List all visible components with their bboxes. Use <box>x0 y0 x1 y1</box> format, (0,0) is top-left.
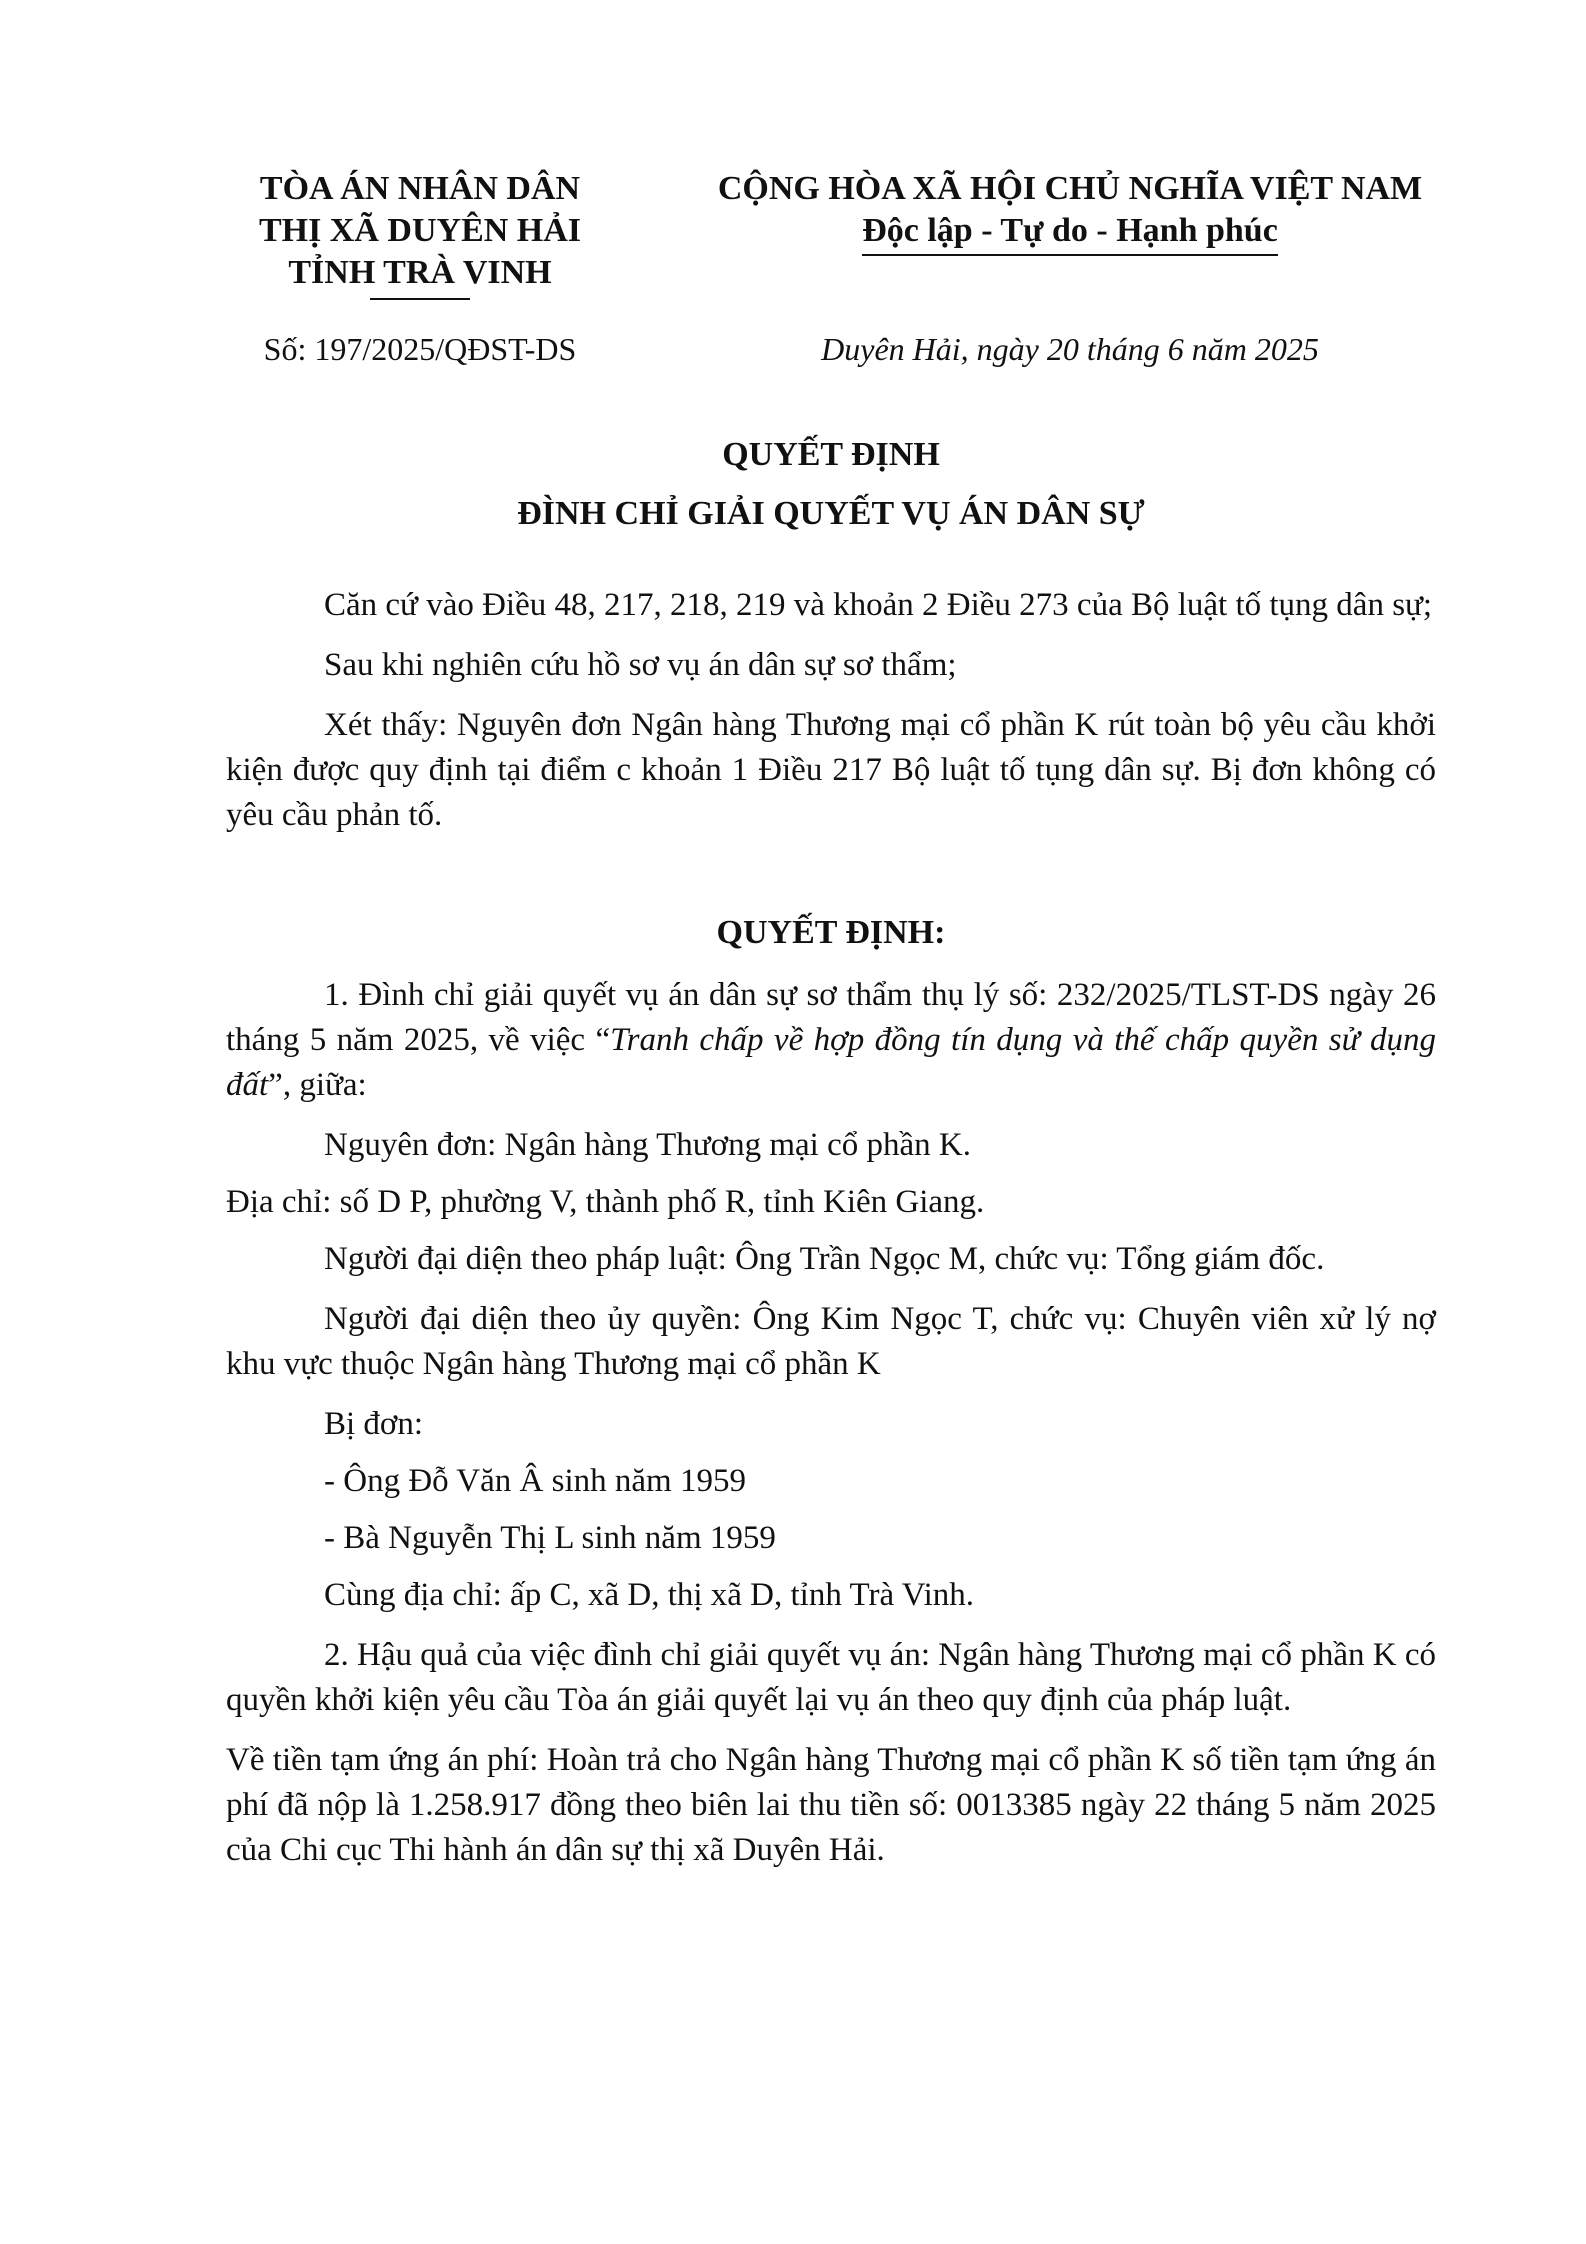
item1-suffix: ”, giữa: <box>268 1067 367 1103</box>
decision-heading: QUYẾT ĐỊNH: <box>716 914 946 951</box>
case-title: Tranh chấp về hợp đồng tín dụng và thế chấp quyền sử dụng đất <box>226 1022 1436 1103</box>
legal-representative: Người đại diện theo pháp luật: Ông Trần Ngọc M, chức vụ: Tổng giám đốc. <box>324 1241 1325 1277</box>
plaintiff: Nguyên đơn: Ngân hàng Thương mại cổ phần K. <box>324 1127 971 1163</box>
court-district: THỊ XÃ DUYÊN HẢI <box>258 212 582 249</box>
document-number: Số: 197/2025/QĐST-DS <box>263 331 577 367</box>
court-province: TỈNH TRÀ VINH <box>288 254 552 291</box>
national-motto: Độc lập - Tự do - Hạnh phúc <box>862 210 1278 256</box>
legal-basis: Căn cứ vào Điều 48, 217, 218, 219 và khoản 2 Điều 273 của Bộ luật tố tụng dân sự; <box>324 587 1433 623</box>
authorized-representative: Người đại diện theo ủy quyền: Ông Kim Ngọc T, chức vụ: Chuyên viên xử lý nợ khu vực thuộc Ngân hàng Thương mại cổ phần K <box>226 1301 1436 1382</box>
plaintiff-address: Địa chỉ: số D P, phường V, thành phố R, tỉnh Kiên Giang. <box>226 1184 985 1220</box>
court-name: TÒA ÁN NHÂN DÂN <box>259 170 581 207</box>
defendant-1: - Ông Đỗ Văn Â sinh năm 1959 <box>324 1463 746 1499</box>
defendant-2: - Bà Nguyễn Thị L sinh năm 1959 <box>324 1520 776 1556</box>
decision-item-1 <box>226 973 1436 1108</box>
country-name: CỘNG HÒA XÃ HỘI CHỦ NGHĨA VIỆT NAM <box>717 170 1423 207</box>
item1-prefix: 1. Đình chỉ giải quyết vụ án dân sự sơ thẩm thụ lý số: 232/2025/TLST-DS ngày 26 tháng 5 năm 2025, về việc “ <box>226 977 1436 1058</box>
court-header <box>200 168 640 300</box>
header-divider <box>370 298 470 300</box>
court-fee-refund: Về tiền tạm ứng án phí: Hoàn trả cho Ngân hàng Thương mại cổ phần K số tiền tạm ứng án phí đã nộp là 1.258.917 đồng theo biên lai thu tiền số: 0013385 ngày 22 tháng 5 năm 2025 của Chi cục Thi hành án dân sự thị xã Duyên Hải. <box>226 1742 1436 1868</box>
document-title: QUYẾT ĐỊNH <box>722 436 940 473</box>
finding-statement: Xét thấy: Nguyên đơn Ngân hàng Thương mại cổ phần K rút toàn bộ yêu cầu khởi kiện được quy định tại điểm c khoản 1 Điều 217 Bộ luật tố tụng dân sự. Bị đơn không có yêu cầu phản tố. <box>226 707 1436 833</box>
defendant-label: Bị đơn: <box>324 1406 424 1442</box>
study-statement: Sau khi nghiên cứu hồ sơ vụ án dân sự sơ thẩm; <box>324 647 957 683</box>
decision-item-2: 2. Hậu quả của việc đình chỉ giải quyết vụ án: Ngân hàng Thương mại cổ phần K có quyền khởi kiện yêu cầu Tòa án giải quyết lại vụ án theo quy định của pháp luật. <box>226 1637 1436 1718</box>
place-date: Duyên Hải, ngày 20 tháng 6 năm 2025 <box>821 331 1319 367</box>
document-body <box>226 583 1436 1888</box>
national-header <box>690 168 1450 256</box>
defendant-address: Cùng địa chỉ: ấp C, xã D, thị xã D, tỉnh Trà Vinh. <box>324 1577 975 1613</box>
document-subtitle: ĐÌNH CHỈ GIẢI QUYẾT VỤ ÁN DÂN SỰ <box>517 495 1145 532</box>
